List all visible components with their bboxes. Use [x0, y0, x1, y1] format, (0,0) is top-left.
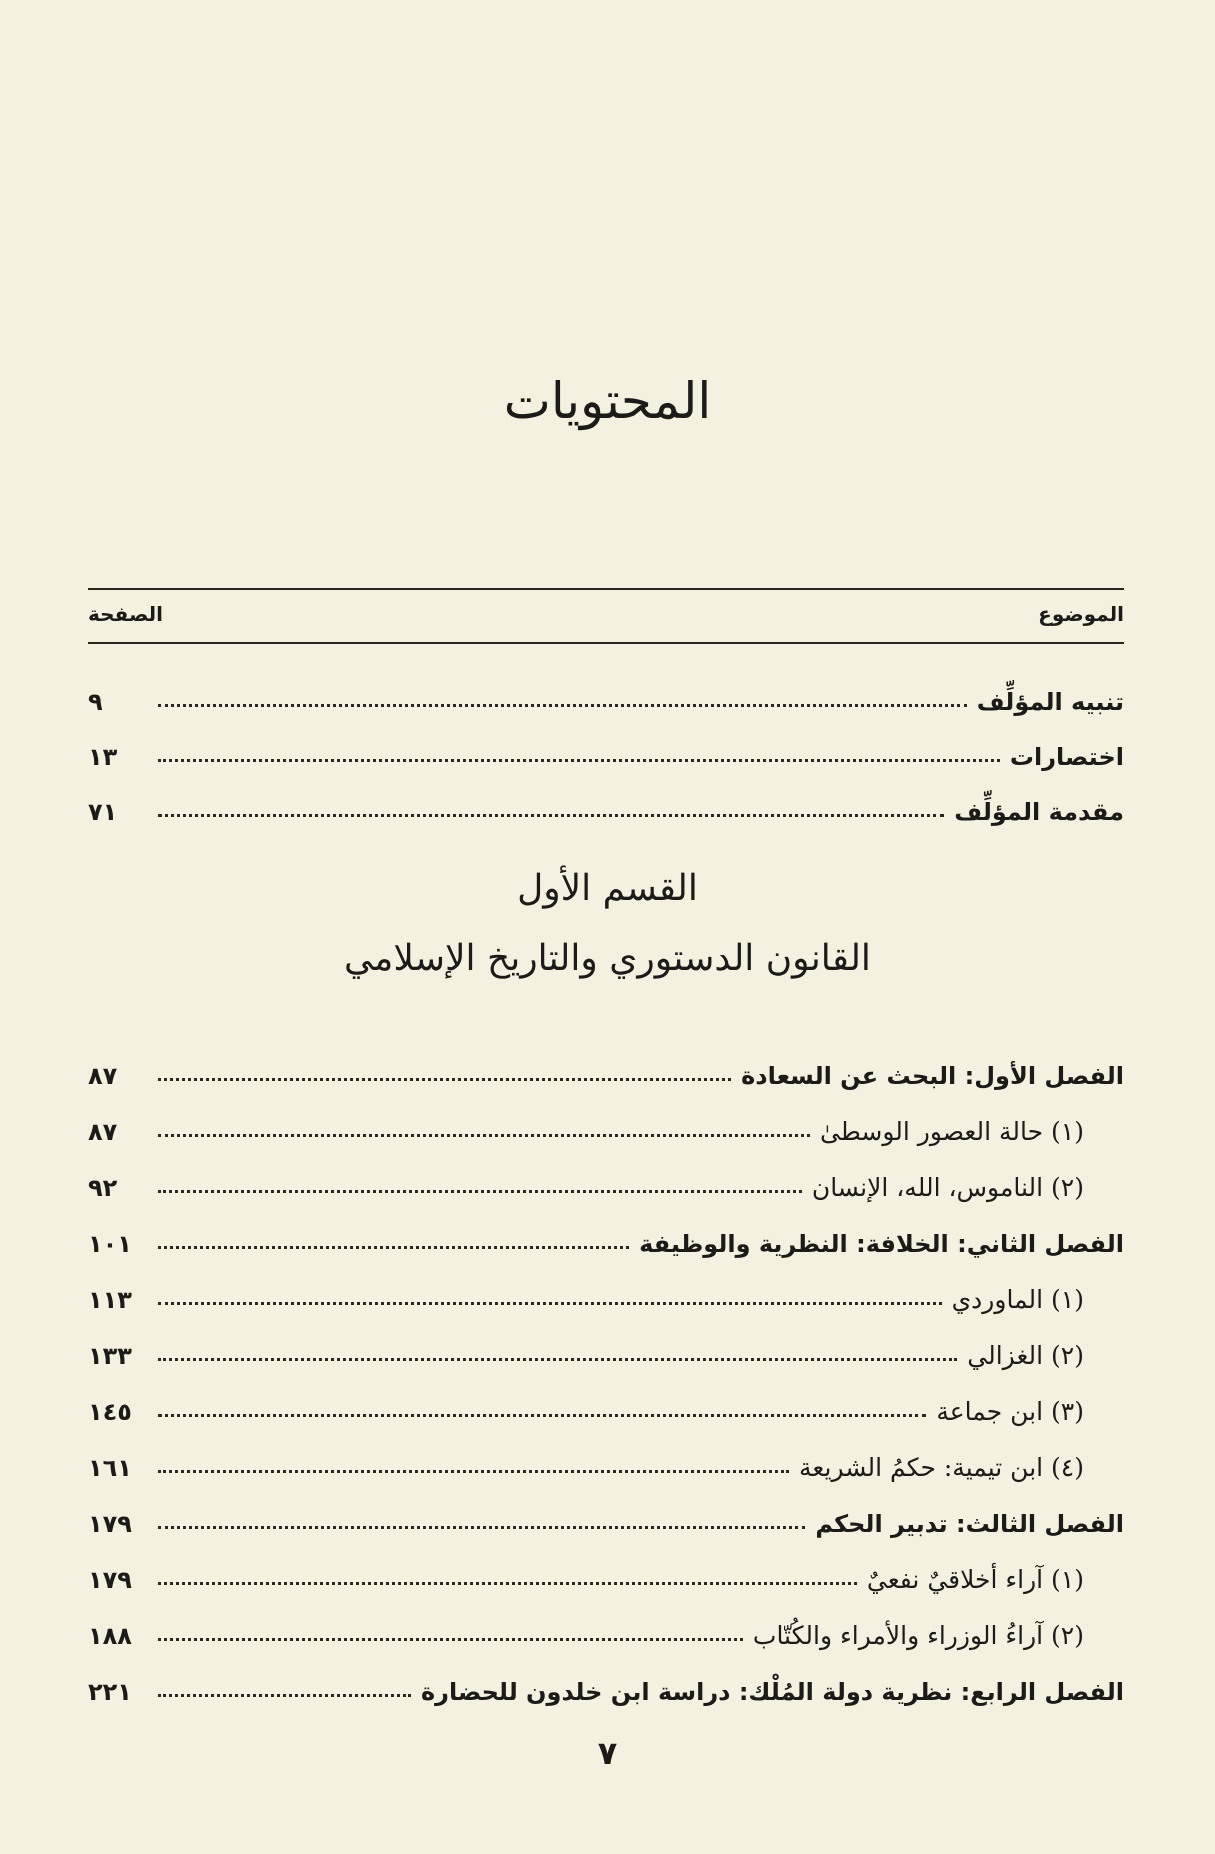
dot-leader: [158, 1582, 857, 1585]
toc-section[interactable]: [88, 1326, 1124, 1370]
toc-entry-page: ٧١: [88, 798, 118, 826]
toc-section[interactable]: [88, 1606, 1124, 1650]
topic-column-label: الموضوع: [1038, 602, 1124, 626]
toc-entry-abbreviations[interactable]: [88, 727, 1124, 771]
toc-section[interactable]: [88, 1158, 1124, 1202]
toc-section[interactable]: [88, 1102, 1124, 1146]
toc-entry-label: (١) آراء أخلاقيٌ نفعيٌ: [866, 1565, 1084, 1594]
toc-entry-label: (٢) آراءُ الوزراء والأمراء والكُتّاب: [752, 1621, 1084, 1650]
toc-entry-page: ٢٢١: [88, 1678, 132, 1706]
toc-entry-page: ٩٢: [88, 1174, 118, 1202]
toc-entry-page: ١٧٩: [88, 1566, 132, 1594]
dot-leader: [158, 1358, 957, 1361]
dot-leader: [158, 1302, 942, 1305]
page-number: ٧: [597, 1734, 618, 1772]
dot-leader: [158, 1134, 810, 1137]
header-bottom-rule: [88, 642, 1124, 644]
toc-entry-label: اختصارات: [1009, 743, 1124, 771]
header-top-rule: [88, 588, 1124, 590]
toc-section[interactable]: [88, 1382, 1124, 1426]
dot-leader: [158, 1078, 731, 1081]
toc-entry-page: ١٨٨: [88, 1622, 132, 1650]
dot-leader: [158, 1694, 411, 1697]
toc-entry-page: ١٦١: [88, 1454, 132, 1482]
dot-leader: [158, 1638, 743, 1641]
toc-chapter-1[interactable]: [88, 1046, 1124, 1090]
toc-entry-label: الفصل الرابع: نظرية دولة المُلْك: دراسة ابن خلدون للحضارة: [420, 1678, 1124, 1706]
toc-entry-label: (٤) ابن تيمية: حكمُ الشريعة: [799, 1453, 1084, 1482]
toc-entry-page: ١٠١: [88, 1230, 132, 1258]
toc-entry-page: ١٧٩: [88, 1510, 132, 1538]
dot-leader: [158, 1470, 789, 1473]
toc-section[interactable]: [88, 1550, 1124, 1594]
toc-section[interactable]: [88, 1270, 1124, 1314]
toc-entry-label: تنبيه المؤلِّف: [976, 688, 1124, 716]
toc-entry-label: (٣) ابن جماعة: [936, 1397, 1084, 1426]
toc-entry-page: ١٣٣: [88, 1342, 132, 1370]
toc-entry-label: مقدمة المؤلِّف: [954, 798, 1124, 826]
table-header: [88, 596, 1124, 632]
part-heading: القسم الأول: [517, 868, 698, 909]
toc-entry-page: ٨٧: [88, 1118, 118, 1146]
toc-entry-label: (٢) الغزالي: [967, 1341, 1084, 1370]
toc-entry-author-intro[interactable]: [88, 782, 1124, 826]
toc-entry-page: ٨٧: [88, 1062, 118, 1090]
dot-leader: [158, 1414, 926, 1417]
toc-chapter-4[interactable]: [88, 1662, 1124, 1706]
dot-leader: [158, 1526, 805, 1529]
toc-entry-label: الفصل الأول: البحث عن السعادة: [741, 1062, 1124, 1090]
dot-leader: [158, 1246, 629, 1249]
toc-chapter-2[interactable]: [88, 1214, 1124, 1258]
page-column-label: الصفحة: [88, 602, 164, 626]
page-title: المحتويات: [503, 372, 712, 430]
toc-entry-label: (٢) الناموس، الله، الإنسان: [811, 1173, 1084, 1202]
dot-leader: [158, 1190, 802, 1193]
part-subtitle: القانون الدستوري والتاريخ الإسلامي: [344, 938, 871, 979]
toc-entry-page: ١٣: [88, 743, 118, 771]
toc-entry-label: (١) الماوردي: [951, 1285, 1084, 1314]
toc-section[interactable]: [88, 1438, 1124, 1482]
toc-entry-author-note[interactable]: [88, 672, 1124, 716]
dot-leader: [158, 759, 1000, 762]
dot-leader: [158, 704, 967, 707]
toc-entry-page: ٩: [88, 688, 103, 716]
toc-entry-label: الفصل الثالث: تدبير الحكم: [815, 1510, 1124, 1538]
toc-entry-page: ١٤٥: [88, 1398, 132, 1426]
toc-entry-label: الفصل الثاني: الخلافة: النظرية والوظيفة: [639, 1230, 1124, 1258]
toc-chapter-3[interactable]: [88, 1494, 1124, 1538]
toc-entry-label: (١) حالة العصور الوسطىٰ: [820, 1117, 1084, 1146]
dot-leader: [158, 814, 944, 817]
toc-entry-page: ١١٣: [88, 1286, 132, 1314]
